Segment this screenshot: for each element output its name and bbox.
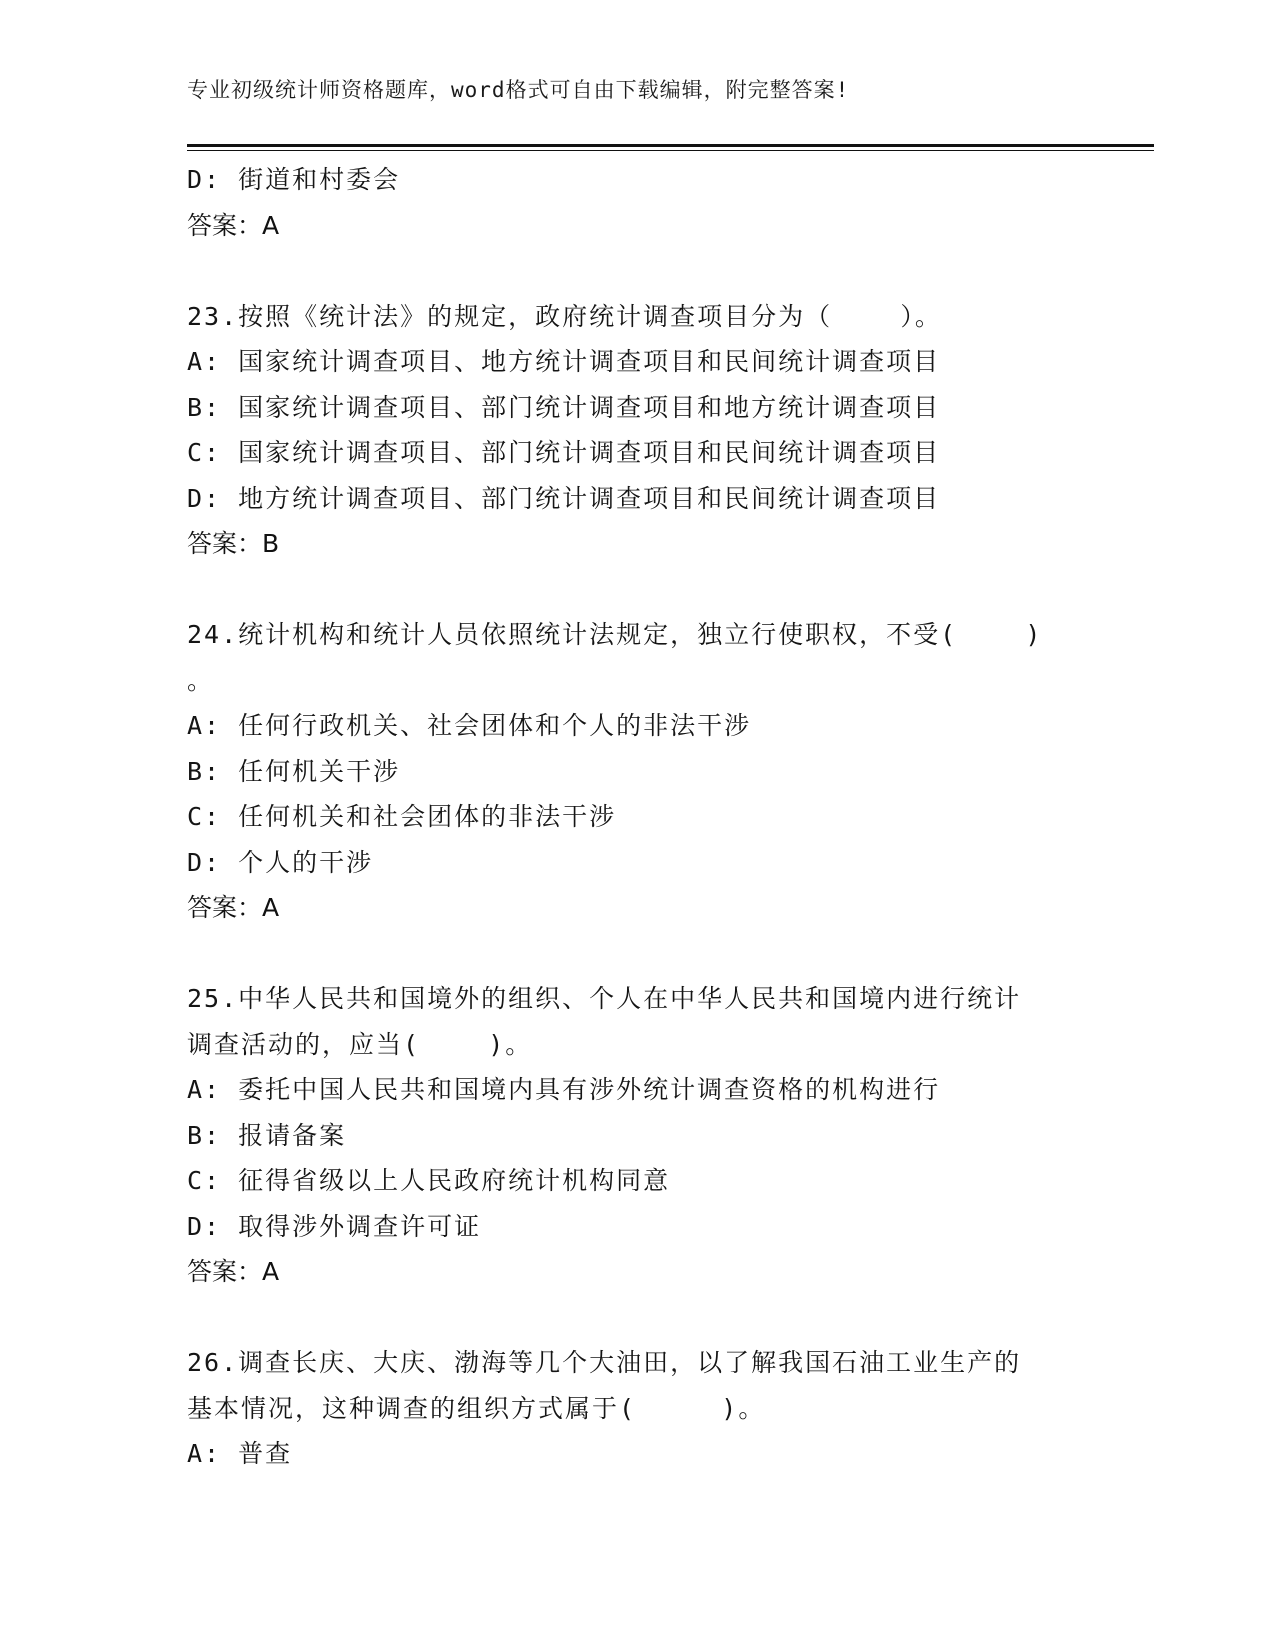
question-24	[187, 612, 1107, 931]
option-c: C: 征得省级以上人民政府统计机构同意	[187, 1166, 671, 1195]
option-a: A: 委托中国人民共和国境内具有涉外统计调查资格的机构进行	[187, 1075, 941, 1104]
header-rule-thin	[187, 150, 1154, 151]
question-25	[187, 976, 1107, 1295]
question-stem-continued: 基本情况，这种调查的组织方式属于( )。	[187, 1393, 766, 1423]
spacer	[187, 248, 1107, 294]
answer: 答案：A	[187, 210, 280, 240]
option-b: B: 报请备案	[187, 1120, 347, 1150]
page-header: 专业初级统计师资格题库，word格式可自由下载编辑，附完整答案!	[187, 78, 850, 102]
question-stem: 26.调查长庆、大庆、渤海等几个大油田，以了解我国石油工业生产的	[187, 1348, 1022, 1377]
option-a: A: 任何行政机关、社会团体和个人的非法干涉	[187, 711, 752, 740]
question-content	[187, 157, 1107, 1477]
option-d: D: 地方统计调查项目、部门统计调查项目和民间统计调查项目	[187, 483, 941, 513]
question-stem-continued: 。	[187, 665, 215, 695]
answer: 答案：A	[187, 1257, 280, 1286]
option-a: A: 普查	[187, 1439, 293, 1468]
question-stem: 24.统计机构和统计人员依照统计法规定，独立行使职权，不受( )	[187, 620, 1043, 649]
answer: 答案：B	[187, 529, 280, 558]
option-d: D: 街道和村委会	[187, 165, 401, 194]
spacer	[187, 1295, 1107, 1341]
option-c: C: 国家统计调查项目、部门统计调查项目和民间统计调查项目	[187, 438, 941, 467]
question-stem: 25.中华人民共和国境外的组织、个人在中华人民共和国境内进行统计	[187, 984, 1022, 1013]
option-a: A: 国家统计调查项目、地方统计调查项目和民间统计调查项目	[187, 347, 941, 376]
question-23	[187, 294, 1107, 567]
header-rule-thick	[187, 144, 1154, 147]
option-b: B: 任何机关干涉	[187, 756, 401, 786]
option-c: C: 任何机关和社会团体的非法干涉	[187, 802, 617, 831]
answer: 答案：A	[187, 893, 280, 922]
option-d: D: 取得涉外调查许可证	[187, 1211, 482, 1241]
question-stem: 23.按照《统计法》的规定，政府统计调查项目分为（ ）。	[187, 301, 942, 331]
spacer	[187, 567, 1107, 613]
option-b: B: 国家统计调查项目、部门统计调查项目和地方统计调查项目	[187, 392, 941, 422]
question-stem-continued: 调查活动的，应当( )。	[187, 1029, 533, 1059]
option-d: D: 个人的干涉	[187, 847, 374, 877]
spacer	[187, 931, 1107, 977]
question-26	[187, 1340, 1107, 1477]
